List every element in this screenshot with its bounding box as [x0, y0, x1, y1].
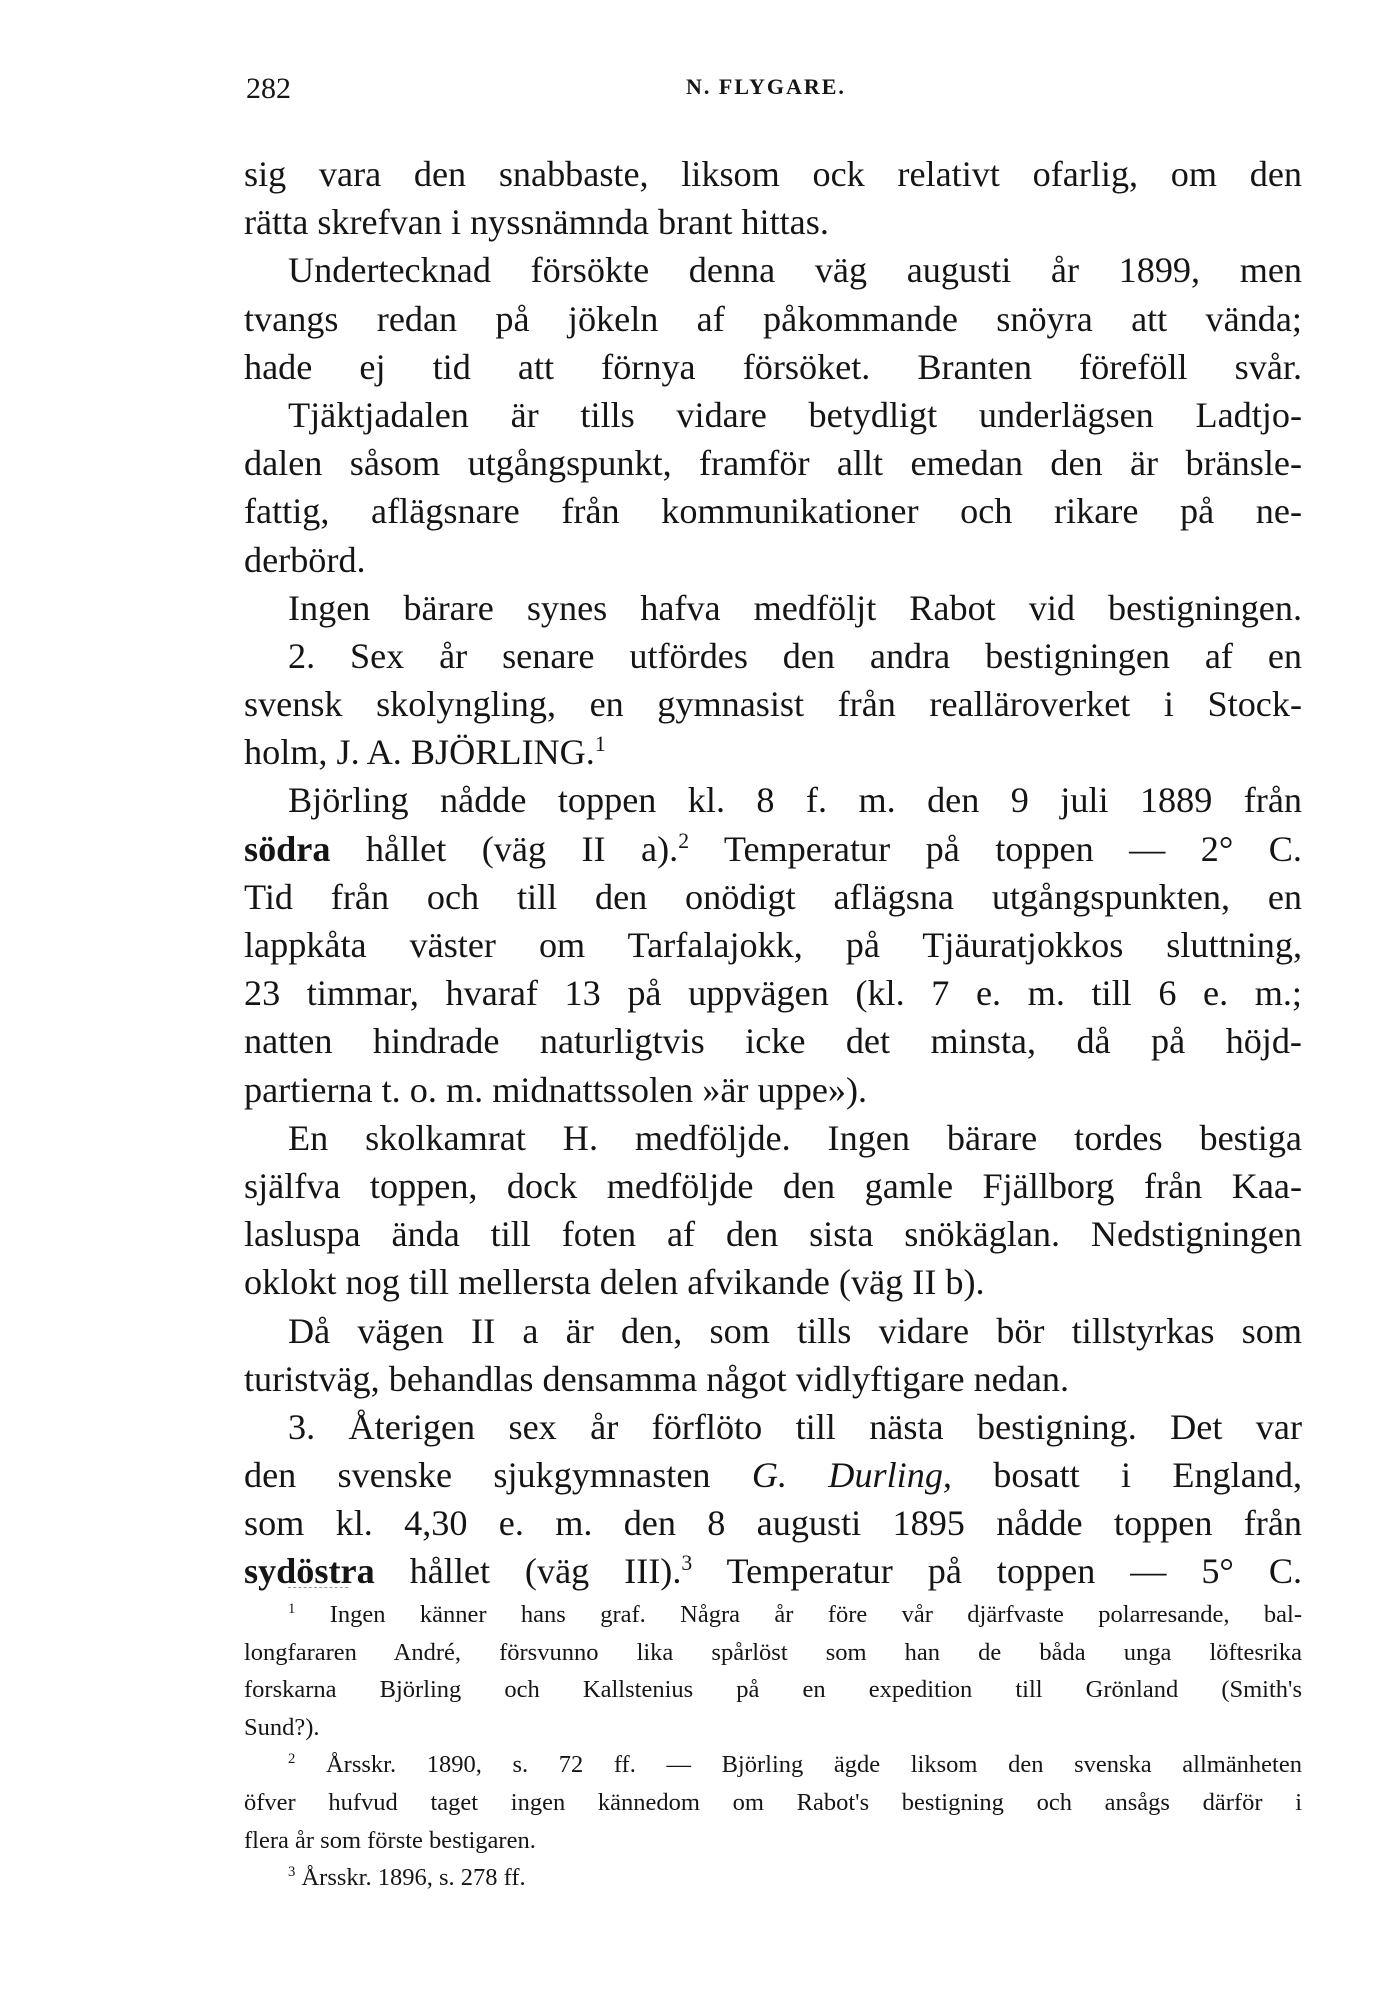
text-line: Tid från och till den onödigt aflägsna utgångspunkten, en: [244, 876, 1302, 917]
text-line: [244, 728, 1302, 776]
text-line: Björling nådde toppen kl. 8 f. m. den 9 juli 1889 från: [288, 780, 1302, 821]
text-line: rätta skrefvan i nyssnämnda brant hittas.: [244, 202, 829, 243]
text-line: Då vägen II a är den, som tills vidare bör tillstyrkas som: [288, 1310, 1302, 1351]
footnote-line: [244, 1746, 1302, 1784]
text-line: partierna t. o. m. midnattssolen »är uppe»).: [244, 1069, 868, 1110]
footnote-mark-2: 2: [288, 1751, 296, 1768]
text-line: fattig, aflägsnare från kommunikationer och rikare på ne-: [244, 491, 1302, 532]
footnote-line: [244, 1596, 1302, 1634]
text-line: 3. Återigen sex år förflöto till nästa bestigning. Det var: [288, 1406, 1302, 1447]
footnote-line: flera år som förste bestigaren.: [244, 1826, 536, 1854]
page-number: 282: [246, 72, 291, 105]
footnote-line: longfararen André, försvunno lika spårlöst som han de båda unga löftesrika: [244, 1638, 1302, 1666]
text-line: 2. Sex år senare utfördes den andra bestigningen af en: [288, 635, 1302, 676]
text-line: svensk skolyngling, en gymnasist från realläroverket i Stock-: [244, 684, 1302, 725]
bold-direction: sydöstra: [244, 1551, 375, 1592]
text-line: lappkåta väster om Tarfalajokk, på Tjäuratjokkos sluttning,: [244, 925, 1302, 965]
text-line: [244, 1451, 1302, 1499]
text-segment: bosatt i England,: [993, 1455, 1302, 1496]
text-line: hade ej tid att förnya försöket. Branten föreföll svår.: [244, 346, 1302, 387]
italic-name: G. Durling,: [751, 1455, 952, 1496]
text-segment: Årsskr. 1896, s. 278 ff.: [301, 1864, 526, 1892]
text-line: 23 timmar, hvaraf 13 på uppvägen (kl. 7 e. m. till 6 e. m.;: [244, 973, 1302, 1014]
text-segment: den svenske sjukgymnasten: [244, 1455, 711, 1496]
text-segment: hållet (väg III).: [409, 1551, 682, 1592]
text-line: En skolkamrat H. medföljde. Ingen bärare tordes bestiga: [288, 1117, 1302, 1158]
text-segment: hållet (väg II a).: [365, 828, 679, 869]
text-line: sig vara den snabbaste, liksom ock relativt ofarlig, om den: [244, 154, 1302, 194]
text-segment: Temperatur på toppen — 5° C.: [726, 1551, 1303, 1592]
text-line: [244, 1547, 1302, 1595]
text-line: turistväg, behandlas densamma något vidlyftigare nedan.: [244, 1358, 1070, 1399]
text-line: [244, 825, 1302, 873]
footnote-mark-3: 3: [288, 1864, 296, 1880]
text-segment: Temperatur på toppen — 2° C.: [723, 828, 1302, 869]
footnote-separator: [288, 1587, 348, 1588]
text-line: dalen såsom utgångspunkt, framför allt emedan den är bränsle-: [244, 443, 1302, 484]
text-line: lasluspa ända till foten af den sista snökäglan. Nedstigningen: [244, 1214, 1302, 1255]
text-line: oklokt nog till mellersta delen afvikande (väg II b).: [244, 1262, 985, 1303]
author-name: holm, J. A. BJÖRLING.: [244, 732, 595, 773]
footnote-mark-1: 1: [288, 1600, 296, 1617]
footnote-line: forskarna Björling och Kallstenius på en expedition till Grönland (Smith's: [244, 1676, 1302, 1704]
bold-direction: södra: [244, 828, 331, 869]
footnote-line: [244, 1859, 1302, 1897]
text-segment: Ingen känner hans graf. Några år före vår djärfvaste polarresande, bal-: [329, 1601, 1303, 1628]
page-header: [246, 72, 1300, 112]
text-line: Undertecknad försökte denna väg augusti år 1899, men: [288, 250, 1302, 291]
text-line: som kl. 4,30 e. m. den 8 augusti 1895 nådde toppen från: [244, 1503, 1302, 1544]
footnotes: [244, 1596, 1302, 1897]
footnote-ref-1: 1: [594, 732, 606, 757]
text-line: derbörd.: [244, 539, 366, 580]
text-line: själfva toppen, dock medföljde den gamle Fjällborg från Kaa-: [244, 1165, 1302, 1206]
main-text: [244, 150, 1302, 1596]
text-line: Ingen bärare synes hafva medföljt Rabot vid bestigningen.: [288, 587, 1302, 628]
footnote-ref-2: 2: [678, 828, 690, 853]
footnote-line: öfver hufvud taget ingen kännedom om Rabot's bestigning och ansågs därför i: [244, 1788, 1302, 1816]
footnote-ref-3: 3: [681, 1551, 693, 1576]
footnote-line: Sund?).: [244, 1713, 320, 1741]
running-head: N. FLYGARE.: [686, 74, 846, 99]
text-line: tvangs redan på jökeln af påkommande snöyra att vända;: [244, 298, 1302, 339]
text-segment: Årsskr. 1890, s. 72 ff. — Björling ägde liksom den svenska allmänheten: [325, 1751, 1302, 1779]
text-line: natten hindrade naturligtvis icke det minsta, då på höjd-: [244, 1021, 1302, 1062]
text-line: Tjäktjadalen är tills vidare betydligt underlägsen Ladtjo-: [288, 394, 1302, 435]
